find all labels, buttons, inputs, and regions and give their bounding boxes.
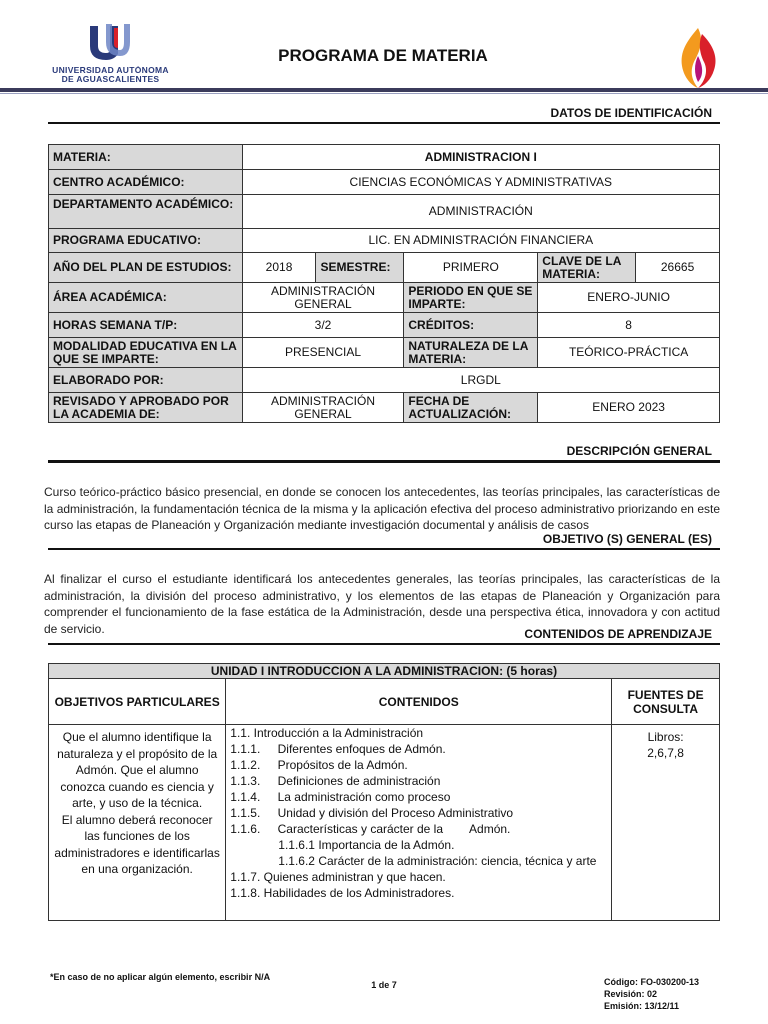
contenido-number: 1.1.6.1	[278, 838, 315, 852]
modalidad-label: MODALIDAD EDUCATIVA EN LA QUE SE IMPARTE:	[49, 338, 243, 368]
fuentes-cell	[612, 725, 720, 921]
objetivo-text: El alumno deberá reconocer las funciones de los administradores e identificarlas en una organización.	[54, 812, 220, 876]
programa-label: PROGRAMA EDUCATIVO:	[49, 229, 243, 253]
objetivos-header: OBJETIVOS PARTICULARES	[49, 679, 226, 725]
contenido-item	[230, 837, 607, 853]
area-value: ADMINISTRACIÓN GENERAL	[242, 283, 404, 313]
contenido-item	[230, 853, 607, 869]
section-title-objetivo: OBJETIVO (S) GENERAL (ES)	[542, 532, 712, 546]
logo-text: UNIVERSIDAD AUTÓNOMA DE AGUASCALIENTES	[52, 66, 169, 84]
periodo-label: PERIODO EN QUE SE IMPARTE:	[404, 283, 538, 313]
section-rule	[48, 122, 720, 124]
contenido-number: 1.1.6.2	[278, 854, 315, 868]
anio-plan-value: 2018	[242, 253, 316, 283]
contenido-text: Propósitos de la Admón.	[277, 758, 408, 772]
revisado-label: REVISADO Y APROBADO POR LA ACADEMIA DE:	[49, 393, 243, 423]
contenido-number: 1.1.8.	[230, 886, 261, 900]
area-label: ÁREA ACADÉMICA:	[49, 283, 243, 313]
contenido-text: La administración como proceso	[277, 790, 451, 804]
contenido-item	[230, 885, 607, 901]
section-title-contenidos: CONTENIDOS DE APRENDIZAJE	[524, 627, 712, 641]
semestre-value: PRIMERO	[404, 253, 538, 283]
elaborado-value: LRGDL	[242, 368, 719, 393]
contenido-item	[230, 805, 607, 821]
materia-label: MATERIA:	[49, 145, 243, 170]
objetivo-text: Que el alumno identifique la naturaleza y el propósito de la Admón. Que el alumno conozca cuando es ciencia y arte, y uso de la técnica.	[57, 730, 218, 810]
departamento-label: DEPARTAMENTO ACADÉMICO:	[49, 195, 243, 229]
contenidos-list	[230, 725, 607, 901]
contenido-text: Características y carácter de la Admón.	[277, 822, 511, 836]
contenido-item	[230, 789, 607, 805]
departamento-value: ADMINISTRACIÓN	[242, 195, 719, 229]
university-emblem-icon	[84, 22, 136, 64]
page-number: 1 de 7	[371, 980, 397, 990]
document-codes	[604, 976, 699, 1012]
header-rule	[0, 88, 768, 92]
semestre-label: SEMESTRE:	[316, 253, 404, 283]
flame-logo-icon	[676, 26, 720, 90]
creditos-label: CRÉDITOS:	[404, 313, 538, 338]
contenido-text: Introducción a la Administración	[253, 726, 424, 740]
clave-value: 26665	[636, 253, 720, 283]
modalidad-value: PRESENCIAL	[242, 338, 404, 368]
section-rule	[48, 548, 720, 550]
contenidos-header: CONTENIDOS	[226, 679, 612, 725]
fuentes-header: FUENTES DE CONSULTA	[612, 679, 720, 725]
objetivos-cell	[49, 725, 226, 921]
horas-label: HORAS SEMANA T/P:	[49, 313, 243, 338]
naturaleza-label: NATURALEZA DE LA MATERIA:	[404, 338, 538, 368]
clave-label: CLAVE DE LA MATERIA:	[538, 253, 636, 283]
footer-note: *En caso de no aplicar algún elemento, escribir N/A	[50, 972, 271, 982]
contenido-number: 1.1.1.	[230, 742, 261, 756]
contenido-item	[230, 725, 607, 741]
section-title-descripcion: DESCRIPCIÓN GENERAL	[566, 444, 712, 458]
contenido-text: Quienes administran y que hacen.	[263, 870, 446, 884]
emision-text: Emisión: 13/12/11	[604, 1001, 680, 1011]
page-header	[0, 0, 768, 96]
contenido-text: Importancia de la Admón.	[318, 838, 455, 852]
page-title: PROGRAMA DE MATERIA	[278, 46, 488, 65]
revision-text: Revisión: 02	[604, 989, 658, 999]
contenido-number: 1.1.	[230, 726, 251, 740]
centro-label: CENTRO ACADÉMICO:	[49, 170, 243, 195]
contenido-item	[230, 741, 607, 757]
codigo-text: Código: FO-030200-13	[604, 977, 700, 987]
contenido-item	[230, 757, 607, 773]
contenido-item	[230, 773, 607, 789]
fuentes-text: 2,6,7,8	[647, 746, 684, 760]
periodo-value: ENERO-JUNIO	[538, 283, 720, 313]
contenido-text: Carácter de la administración: ciencia, técnica y arte	[318, 854, 597, 868]
anio-plan-label: AÑO DEL PLAN DE ESTUDIOS:	[49, 253, 243, 283]
contenido-text: Diferentes enfoques de Admón.	[277, 742, 446, 756]
section-title-identificacion: DATOS DE IDENTIFICACIÓN	[550, 106, 712, 120]
identification-table	[48, 144, 720, 423]
contenido-item	[230, 821, 607, 837]
contenido-number: 1.1.4.	[230, 790, 261, 804]
fecha-label: FECHA DE ACTUALIZACIÓN:	[404, 393, 538, 423]
unit-table	[48, 663, 720, 921]
contenido-number: 1.1.5.	[230, 806, 261, 820]
header-rule-thin	[0, 93, 768, 94]
contenido-number: 1.1.3.	[230, 774, 261, 788]
fecha-value: ENERO 2023	[538, 393, 720, 423]
contenidos-cell	[226, 725, 612, 921]
naturaleza-value: TEÓRICO-PRÁCTICA	[538, 338, 720, 368]
contenido-text: Habilidades de los Administradores.	[263, 886, 455, 900]
section-rule	[48, 460, 720, 463]
revisado-value: ADMINISTRACIÓN GENERAL	[242, 393, 404, 423]
contenido-number: 1.1.2.	[230, 758, 261, 772]
creditos-value: 8	[538, 313, 720, 338]
contenido-item	[230, 869, 607, 885]
fuentes-text: Libros:	[647, 730, 684, 744]
contenido-text: Unidad y división del Proceso Administrativo	[277, 806, 514, 820]
elaborado-label: ELABORADO POR:	[49, 368, 243, 393]
materia-value: ADMINISTRACION I	[242, 145, 719, 170]
university-logo	[48, 22, 173, 88]
descripcion-paragraph: Curso teórico-práctico básico presencial, en donde se conocen los antecedentes, las teorías principales, las características de la administración, la fundamentación técnica de la misma y la aplicación efectiva del proceso administrativo priorizando en este curso las etapas de Planeación y Organización mediante investigación documental y análisis de casos	[44, 485, 720, 532]
contenido-text: Definiciones de administración	[277, 774, 441, 788]
contenido-number: 1.1.6.	[230, 822, 261, 836]
unit-title: UNIDAD I INTRODUCCION A LA ADMINISTRACION: (5 horas)	[49, 664, 720, 679]
centro-value: CIENCIAS ECONÓMICAS Y ADMINISTRATIVAS	[242, 170, 719, 195]
programa-value: LIC. EN ADMINISTRACIÓN FINANCIERA	[242, 229, 719, 253]
objetivo-paragraph: Al finalizar el curso el estudiante identificará los antecedentes generales, las teorías principales, las características de la administración, la división del proceso administrativo, y los elementos de las etapas de Planeación y Organización para comprender el funcionamiento de la fase estática de la Administración, desde una perspectiva ética, innovadora y con actitud de servicio.	[44, 572, 720, 636]
horas-value: 3/2	[242, 313, 404, 338]
section-rule	[48, 643, 720, 645]
contenido-number: 1.1.7.	[230, 870, 261, 884]
